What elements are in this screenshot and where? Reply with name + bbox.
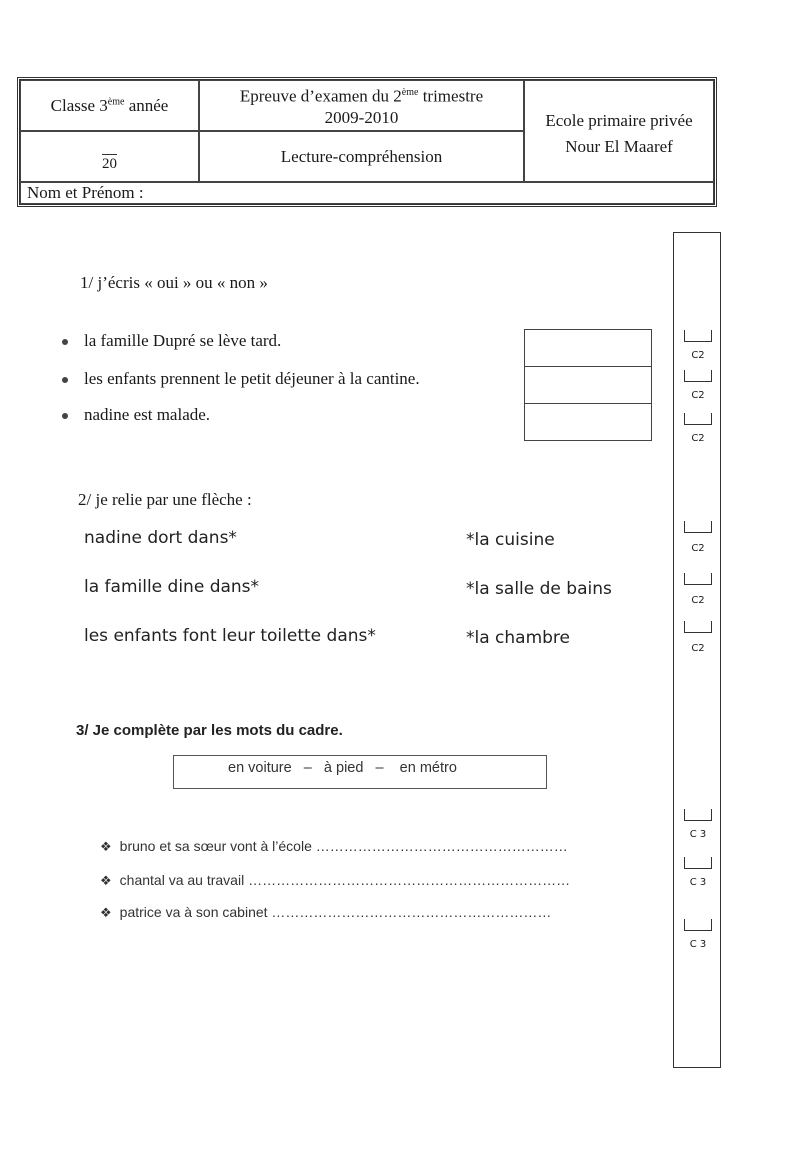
word-frame-text: en voiture – à pied – en métro (228, 760, 457, 776)
name-label: Nom et Prénom : (27, 183, 144, 202)
section3-item[interactable]: ❖ patrice va à son cabinet …………………………………………………… (100, 904, 552, 920)
match-right-item[interactable]: *la cuisine (466, 530, 555, 550)
section1-item: les enfants prennent le petit déjeuner à la cantine. (62, 369, 420, 389)
exam-cell (199, 80, 524, 131)
score-value: 20 (102, 156, 117, 172)
match-right-item[interactable]: *la chambre (466, 628, 571, 648)
subject-cell (199, 131, 524, 182)
mark-box[interactable] (684, 413, 712, 425)
word-frame (173, 755, 547, 789)
school-line2: Nour El Maaref (565, 137, 673, 156)
answer-box[interactable] (524, 366, 652, 404)
answer-box[interactable] (524, 329, 652, 367)
answer-box[interactable] (524, 403, 652, 441)
mark-box[interactable] (684, 370, 712, 382)
mark-label: C2 (691, 543, 705, 554)
class-label: Classe 3ème année (50, 95, 169, 115)
mark-label: C 3 (689, 877, 707, 888)
match-left-item[interactable]: nadine dort dans* (84, 528, 237, 548)
section1-item: la famille Dupré se lève tard. (62, 331, 281, 351)
mark-label: C2 (691, 390, 705, 401)
match-left-item[interactable]: les enfants font leur toilette dans* (84, 626, 376, 646)
mark-label: C2 (691, 433, 705, 444)
grading-column (673, 232, 721, 1068)
exam-year: 2009-2010 (324, 108, 399, 128)
bullet-icon (62, 339, 68, 345)
header-table (17, 77, 717, 207)
bullet-icon (62, 413, 68, 419)
match-right-item[interactable]: *la salle de bains (466, 579, 612, 599)
mark-box[interactable] (684, 809, 712, 821)
section2-title: 2/ je relie par une flèche : (78, 490, 252, 509)
score-cell (20, 131, 199, 182)
subject-label: Lecture-compréhension (280, 146, 443, 166)
diamond-bullet-icon: ❖ (100, 839, 112, 854)
section3-title: 3/ Je complète par les mots du cadre. (76, 722, 343, 739)
bullet-icon (62, 377, 68, 383)
section3-item[interactable]: ❖ chantal va au travail …………………………………………………………… (100, 872, 571, 888)
exam-title: Epreuve d’examen du 2ème trimestre (239, 86, 484, 106)
mark-label: C 3 (689, 829, 707, 840)
section3-item[interactable]: ❖ bruno et sa sœur vont à l’école ……………………………………………… (100, 838, 568, 854)
diamond-bullet-icon: ❖ (100, 905, 112, 920)
class-cell (20, 80, 199, 131)
section1-item: nadine est malade. (62, 405, 210, 425)
school-line1: Ecole primaire privée (545, 111, 693, 130)
mark-box[interactable] (684, 521, 712, 533)
mark-box[interactable] (684, 330, 712, 342)
diamond-bullet-icon: ❖ (100, 873, 112, 888)
mark-label: C2 (691, 595, 705, 606)
school-cell (524, 80, 714, 182)
mark-label: C2 (691, 350, 705, 361)
mark-box[interactable] (684, 919, 712, 931)
match-left-item[interactable]: la famille dine dans* (84, 577, 260, 597)
section1-title: 1/ j’écris « oui » ou « non » (80, 273, 268, 292)
name-cell[interactable] (20, 182, 714, 204)
mark-box[interactable] (684, 857, 712, 869)
mark-box[interactable] (684, 573, 712, 585)
mark-box[interactable] (684, 621, 712, 633)
mark-label: C2 (691, 643, 705, 654)
mark-label: C 3 (689, 939, 707, 950)
